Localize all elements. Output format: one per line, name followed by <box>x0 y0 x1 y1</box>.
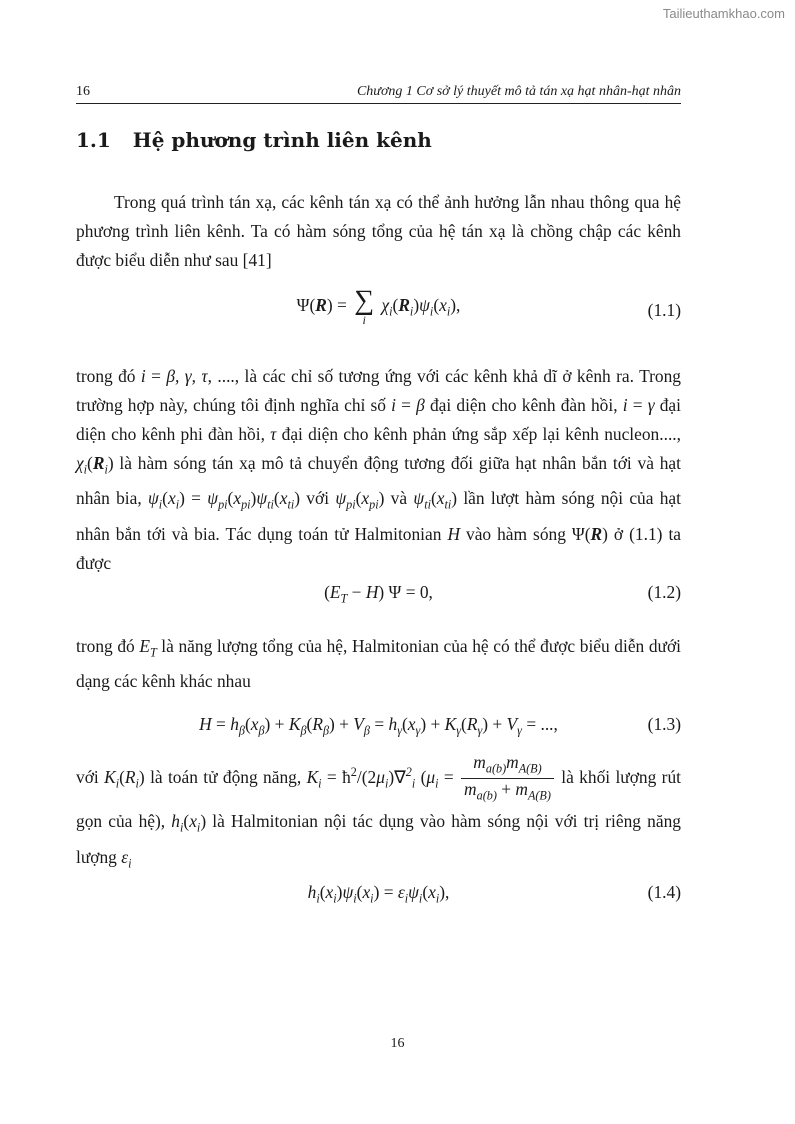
equation-1-4 <box>76 874 681 914</box>
equation-1-4-number: (1.4) <box>647 882 681 902</box>
section-heading <box>76 128 432 152</box>
equation-1-4-body: $h_i(x_i)\psi_i(x_i) = \varepsilon_i\psi_i(x_i)$, <box>307 882 450 906</box>
equation-1-1-body: Ψ(R) = ∑ i $\chi_i(R_i)\psi_i(x_i)$, <box>296 285 461 327</box>
equation-1-1 <box>76 282 681 338</box>
watermark: Tailieuthamkhao.com <box>662 6 785 21</box>
equation-1-2-body: $(E_T - H) \Psi = 0$, <box>324 582 433 606</box>
section-title: Hệ phương trình liên kênh <box>132 128 432 152</box>
paragraph-channels: trong đó i = β, γ, τ, ...., là các chỉ số tương ứng với các kênh khả dĩ ở kênh ra. Trong trường hợp này, chúng tôi định nghĩa chỉ số i = β đại diện cho kênh đàn hồi, i = γ đại diện cho kênh phi đàn hồi, τ đại diện cho kênh phản ứng sắp xếp lại kênh nucleon...., $\chi_i(R_i)$ là hàm sóng tán xạ mô tả chuyển động tương đối giữa hạt nhân bắn tới và hạt nhân bia, $\psi_i(x_i) = \psi_{pi}(x_{pi})\psi_{ti}(x_{ti})$ với $\psi_{pi}(x_{pi})$ và $\psi_{ti}(x_{ti})$ lần lượt hàm sóng nội của hạt nhân bắn tới và bia. Tác dụng toán tử Halmitonian H vào hàm sóng Ψ(R) ở (1.1) ta được <box>76 366 682 573</box>
paragraph-intro: Trong quá trình tán xạ, các kênh tán xạ có thể ảnh hưởng lẫn nhau thông qua hệ phương trình liên kênh. Ta có hàm sóng tổng của hệ tán xạ là chồng chập các kênh được biểu diễn như sau [41] <box>76 192 681 270</box>
equation-1-2-number: (1.2) <box>647 582 681 602</box>
running-head-title: Chương 1 Cơ sở lý thuyết mô tả tán xạ hạt nhân-hạt nhân <box>356 84 681 99</box>
equation-1-2 <box>76 574 681 614</box>
equation-1-1-number: (1.1) <box>647 300 681 320</box>
footer-page-number: 16 <box>390 1036 405 1051</box>
section-number: 1.1 <box>76 128 111 152</box>
running-head-page: 16 <box>76 84 90 99</box>
equation-1-3-number: (1.3) <box>647 714 681 734</box>
paragraph-kinetic: với $K_i(R_i)$ là toán tử động năng, $K_i$ = $ħ^2/(2\mu_i)\nabla^2_i$ ($\mu_i$ = $\frac{m_{a(b)}m_{A(B)}}{m_{a(b)} + m_{A(B)}}$ là khối lượng rút gọn của hệ), $h_i(x_i)$ là Halmitonian nội tác dụng vào hàm sóng nội với trị riêng năng lượng $\varepsilon_i$ <box>76 752 681 871</box>
equation-1-3 <box>76 706 681 746</box>
reduced-mass-fraction: $\frac{m_{a(b)}m_{A(B)}}{m_{a(b)} + m_{A(B)}}$ <box>461 752 554 806</box>
paragraph-hamiltonian: trong đó $E_T$ là năng lượng tổng của hệ, Halmitonian của hệ có thể được biểu diễn dưới dạng các kênh khác nhau <box>76 636 682 692</box>
running-head <box>76 84 681 104</box>
equation-1-3-body: $H = h_\beta(x_\beta) + K_\beta(R_\beta) + V_\beta = h_\gamma(x_\gamma) + K_\gamma(R_\gamma) + V_\gamma$ = ..., <box>199 714 558 738</box>
